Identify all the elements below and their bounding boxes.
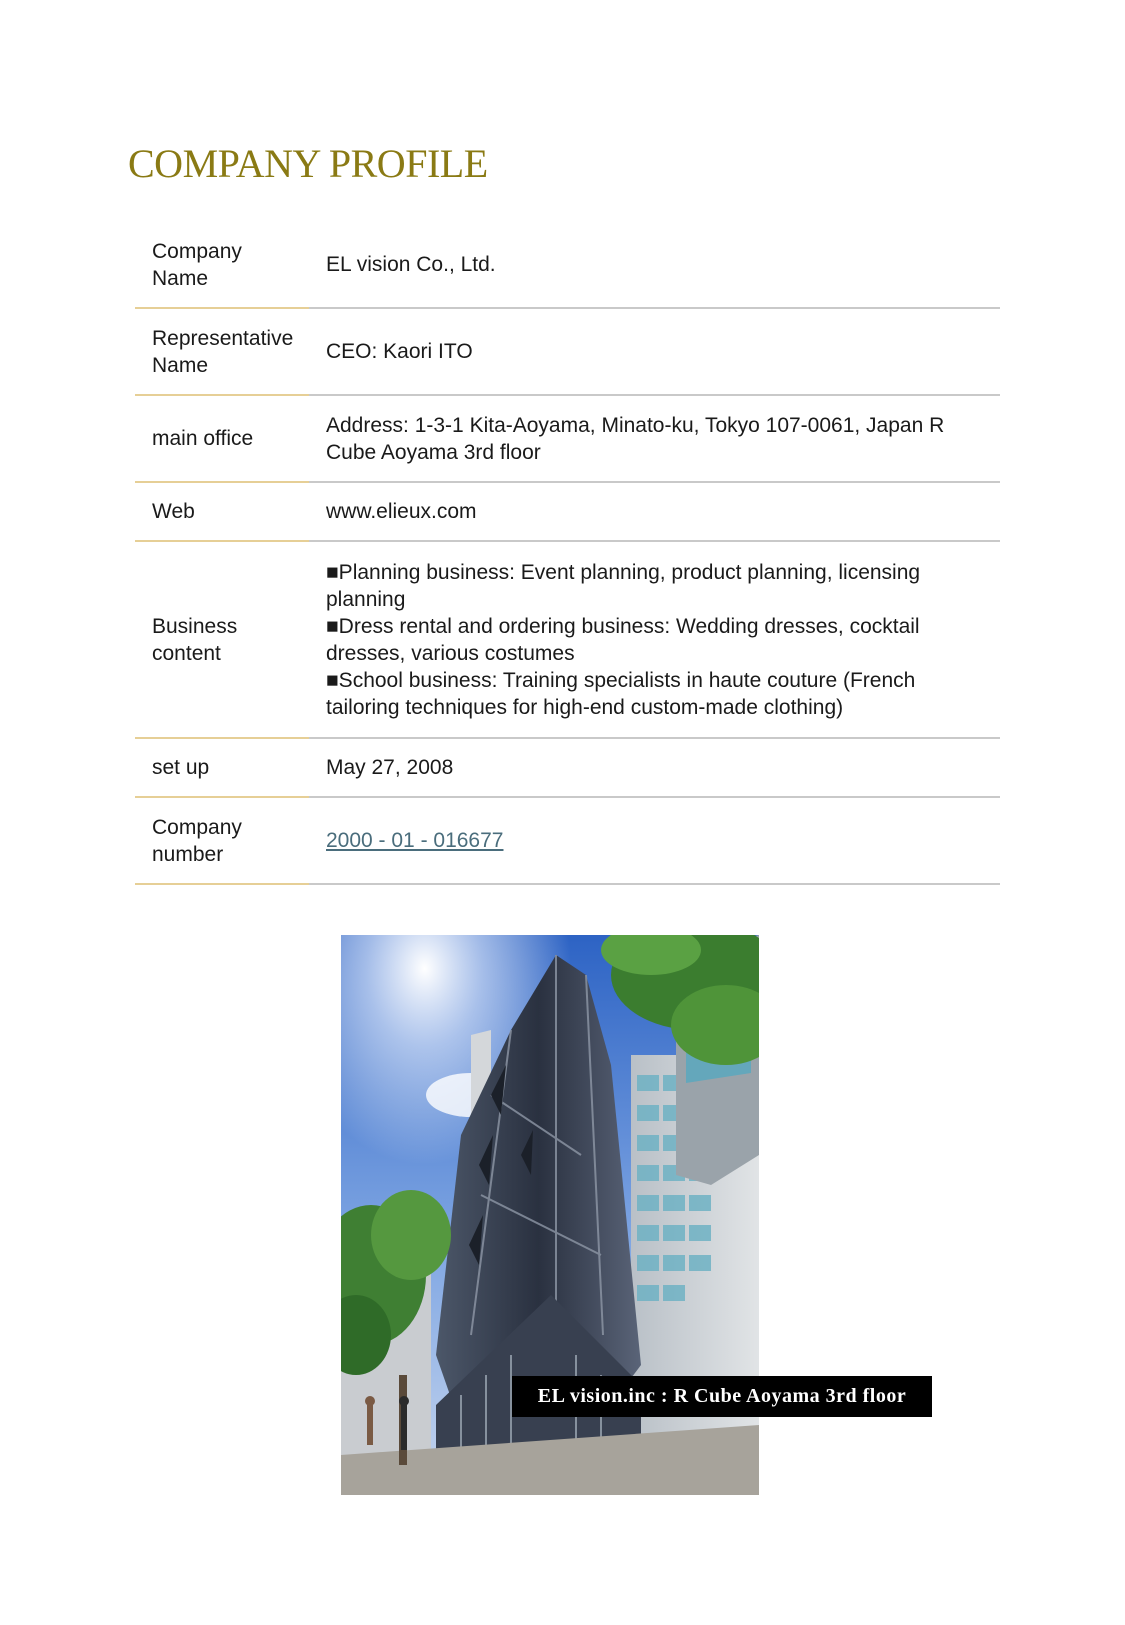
value-company-name: EL vision Co., Ltd. — [309, 222, 1000, 308]
row-company-number — [135, 797, 1000, 884]
label-representative-name: Representative Name — [135, 308, 309, 395]
label-company-name: Company Name — [135, 222, 309, 308]
value-web: www.elieux.com — [309, 482, 1000, 541]
label-company-number: Company number — [135, 797, 309, 884]
business-item-planning: ■Planning business: Event planning, product planning, licensing planning — [326, 560, 921, 611]
row-main-office — [135, 395, 1000, 482]
value-representative-name: CEO: Kaori ITO — [309, 308, 1000, 395]
value-company-number — [309, 797, 1000, 884]
business-item-school: ■School business: Training specialists in haute couture (French tailoring techniques for high-end custom-made clothing) — [326, 668, 916, 719]
company-number-link[interactable]: 2000 - 01 - 016677 — [326, 829, 504, 852]
value-business-content — [309, 541, 1000, 738]
row-business-content — [135, 541, 1000, 738]
row-set-up — [135, 738, 1000, 797]
label-main-office: main office — [135, 395, 309, 482]
company-profile-table — [135, 222, 1000, 885]
row-web — [135, 482, 1000, 541]
photo-caption: EL vision.inc : R Cube Aoyama 3rd floor — [512, 1376, 932, 1417]
label-business-content: Business content — [135, 541, 309, 738]
value-main-office: Address: 1-3-1 Kita-Aoyama, Minato-ku, Tokyo 107-0061, Japan R Cube Aoyama 3rd floor — [309, 395, 1000, 482]
label-web: Web — [135, 482, 309, 541]
value-set-up: May 27, 2008 — [309, 738, 1000, 797]
business-item-dress-rental: ■Dress rental and ordering business: Wedding dresses, cocktail dresses, various costumes — [326, 614, 920, 665]
row-company-name — [135, 222, 1000, 308]
page-title: COMPANY PROFILE — [128, 141, 488, 186]
label-set-up: set up — [135, 738, 309, 797]
row-representative-name — [135, 308, 1000, 395]
